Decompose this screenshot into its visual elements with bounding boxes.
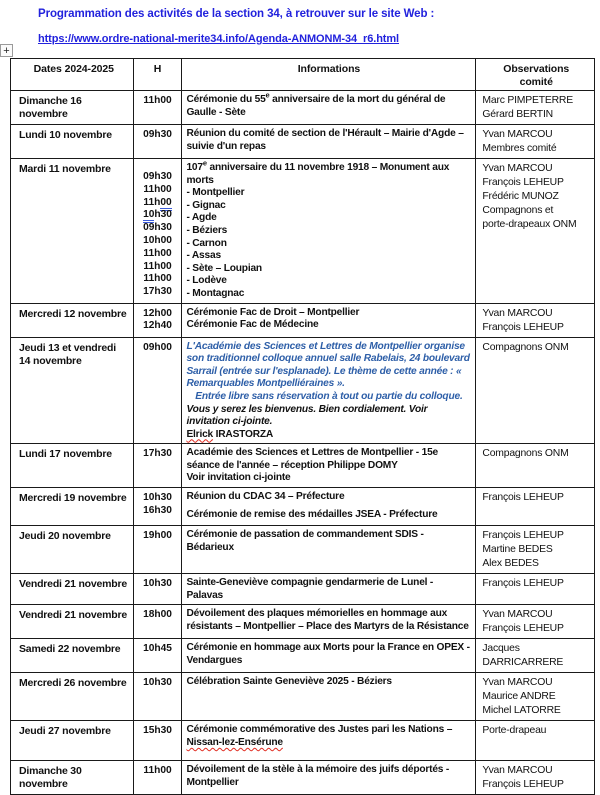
info-cell [182, 574, 476, 604]
info-line: - Lodève [186, 275, 227, 287]
obs-cell [476, 673, 594, 720]
table-header-row [11, 59, 594, 91]
time-value: 11h00 [143, 260, 172, 272]
date-cell: Samedi 22 novembre [11, 639, 134, 672]
info-cell [182, 639, 476, 672]
obs-cell [476, 444, 594, 487]
info-line: Cérémonie en hommage aux Morts pour la France en OPEX - Vendargues [186, 642, 470, 666]
table-row [11, 605, 594, 639]
time-value: 10h30 [138, 209, 178, 222]
info-line: Vous y serez les bienvenus. Bien cordialement. Voir invitation ci-jointe. [186, 403, 428, 428]
agenda-link[interactable]: https://www.ordre-national-merite34.info/Agenda-ANMONM-34_r6.html [38, 33, 400, 45]
info-line: Entrée libre sans réservation à tout ou partie du colloque. [195, 390, 463, 402]
obs-name: François LEHEUP [482, 623, 564, 635]
info-line: Cérémonie commémorative des Justes pari les Nations – Nissan-lez-Ensérune [186, 724, 453, 748]
info-line: Dévoilement de la stèle à la mémoire des juifs déportés - Montpellier [186, 764, 450, 788]
info-line: - Assas [186, 250, 221, 262]
header-observations-line2: comité [519, 75, 553, 88]
time-value: 09h00 [143, 341, 172, 353]
info-cell [182, 673, 476, 720]
info-cell [182, 761, 476, 794]
obs-name: Maurice ANDRE [482, 691, 556, 703]
date-cell: Mercredi 12 novembre [11, 304, 134, 337]
obs-name: Membres comité [482, 143, 557, 154]
time-value: 16h30 [143, 504, 172, 516]
obs-cell [476, 338, 594, 444]
obs-cell [476, 605, 594, 638]
info-cell [182, 304, 476, 337]
obs-name: Marc PIMPETERRE [482, 95, 573, 106]
header-informations: Informations [182, 59, 476, 90]
date-cell: Mercredi 26 novembre [11, 673, 134, 720]
obs-name: Yvan MARCOU [482, 307, 553, 319]
time-value: 10h30 [143, 492, 172, 504]
info-line: - Montpellier [186, 187, 245, 199]
obs-cell [476, 91, 594, 124]
info-line: - Sète – Loupian [186, 262, 262, 274]
date-cell: Jeudi 13 et vendredi 14 novembre [11, 338, 134, 444]
obs-name: Alex BEDES [482, 558, 539, 570]
activities-table [10, 58, 595, 795]
time-cell [134, 639, 183, 672]
time-cell [134, 721, 183, 760]
obs-cell [476, 125, 594, 158]
obs-name: Frédéric MUNOZ [482, 191, 559, 202]
time-value: 15h30 [143, 725, 172, 737]
obs-cell [476, 304, 594, 337]
obs-name: Compagnons ONM [482, 341, 569, 353]
table-move-handle[interactable] [0, 44, 13, 57]
date-cell: Dimanche 30 novembre [11, 761, 134, 794]
time-cell [134, 761, 183, 794]
time-value: 10h30 [143, 677, 172, 689]
date-cell: Dimanche 16 novembre [11, 91, 134, 124]
time-cell [134, 444, 183, 487]
header-observations-line1: Observations [503, 63, 570, 75]
time-value: 19h00 [143, 530, 172, 542]
time-value: 11h00 [138, 197, 178, 210]
info-line: - Béziers [186, 224, 228, 236]
info-line: Réunion du comité de section de l'Hérault – Mairie d'Agde – suivie d'un repas [186, 128, 464, 152]
plus-icon: + [3, 44, 10, 57]
info-line: Elrick IRASTORZA [186, 428, 274, 440]
info-line: Cérémonie Fac de Médecine [186, 319, 319, 331]
time-value: 10h45 [143, 643, 172, 655]
date-cell: Jeudi 20 novembre [11, 526, 134, 573]
table-row [11, 159, 594, 304]
obs-name: François LEHEUP [482, 321, 564, 333]
info-cell [182, 91, 476, 124]
obs-name: DARRICARRERE [482, 657, 564, 669]
obs-cell [476, 526, 594, 573]
time-value: 11h00 [143, 765, 172, 777]
info-line: Dévoilement des plaques mémorielles en hommage aux résistants – Montpellier – Place des Martyrs de la Résistance [186, 608, 469, 632]
obs-name: François LEHEUP [482, 177, 564, 188]
obs-name: Gérard BERTIN [482, 109, 553, 120]
table-row [11, 639, 594, 673]
info-line: L'Académie des Sciences et Lettres de Montpellier organise son traditionnel colloque annuel salle Rabelais, 24 boulevard Sarrail (entrée sur l'esplanade). Le thème de cette année : « Remarquables Montpelliéraines ». [186, 340, 470, 390]
table-row [11, 721, 594, 761]
info-cell [182, 526, 476, 573]
obs-name: Martine BEDES [482, 544, 553, 556]
info-line: Académie des Sciences et Lettres de Montpellier - 15e séance de l'année – réception Philippe DOMY [186, 447, 439, 471]
time-value: 17h30 [143, 448, 172, 460]
info-line: Voir invitation ci-jointe [186, 472, 291, 484]
info-cell [182, 159, 476, 303]
date-cell: Mardi 11 novembre [11, 159, 134, 303]
date-cell: Mercredi 19 novembre [11, 488, 134, 525]
time-value: 11h00 [143, 273, 172, 285]
obs-name: François LEHEUP [482, 578, 564, 590]
obs-name: Compagnons ONM [482, 448, 569, 460]
info-line: Cérémonie Fac de Droit – Montpellier [186, 306, 360, 318]
table-body [11, 91, 594, 794]
date-cell: Jeudi 27 novembre [11, 721, 134, 760]
obs-name: porte-drapeaux ONM [482, 219, 577, 230]
obs-name: Yvan MARCOU [482, 129, 553, 140]
obs-name: Michel LATORRE [482, 705, 561, 717]
date-cell: Lundi 10 novembre [11, 125, 134, 158]
info-line: Sainte-Geneviève compagnie gendarmerie de Lunel - Palavas [186, 577, 434, 601]
table-row [11, 488, 594, 526]
info-cell [182, 721, 476, 760]
time-cell [134, 304, 183, 337]
info-cell [182, 125, 476, 158]
obs-cell [476, 488, 594, 525]
obs-name: Yvan MARCOU [482, 765, 553, 777]
info-line: Cérémonie du 55e anniversaire de la mort du général de Gaulle - Sète [186, 90, 446, 118]
time-value: 18h00 [143, 609, 172, 621]
time-value: 09h30 [143, 171, 172, 182]
obs-name: François LEHEUP [482, 492, 564, 504]
header-h: H [134, 59, 183, 90]
time-value: 09h30 [143, 129, 172, 140]
table-row [11, 673, 594, 721]
obs-name: Yvan MARCOU [482, 609, 553, 621]
obs-name: François LEHEUP [482, 779, 564, 791]
info-line: - Gignac [186, 199, 226, 211]
time-cell [134, 673, 183, 720]
obs-name: Yvan MARCOU [482, 677, 553, 689]
info-line: - Agde [186, 212, 217, 224]
info-cell [182, 605, 476, 638]
info-line: Cérémonie de passation de commandement SDIS - Bédarieux [186, 529, 424, 553]
info-line: Cérémonie de remise des médailles JSEA - Préfecture [186, 508, 438, 520]
time-value: 11h00 [143, 183, 172, 195]
info-cell [182, 444, 476, 487]
time-cell [134, 605, 183, 638]
time-cell [134, 125, 183, 158]
time-cell [134, 526, 183, 573]
time-cell [134, 488, 183, 525]
table-row [11, 125, 594, 159]
obs-name: Compagnons et [482, 205, 554, 216]
date-cell: Lundi 17 novembre [11, 444, 134, 487]
time-value: 11h00 [143, 247, 172, 259]
time-value: 11h00 [143, 95, 172, 106]
time-value: 10h00 [143, 234, 172, 246]
time-value: 12h00 [143, 307, 172, 319]
header-dates: Dates 2024-2025 [11, 59, 134, 90]
obs-cell [476, 639, 594, 672]
info-line: - Montagnac [186, 287, 245, 299]
info-line: Célébration Sainte Geneviève 2025 - Béziers [186, 676, 392, 688]
time-cell [134, 91, 183, 124]
table-row [11, 526, 594, 574]
info-cell [182, 488, 476, 525]
header-observations [476, 59, 594, 90]
time-value: 10h30 [143, 578, 172, 590]
table-row [11, 761, 594, 794]
info-line: Réunion du CDAC 34 – Préfecture [186, 491, 345, 503]
obs-cell [476, 574, 594, 604]
date-cell: Vendredi 21 novembre [11, 605, 134, 638]
table-row [11, 91, 594, 125]
info-cell [182, 338, 476, 444]
table-row [11, 444, 594, 488]
page-title: Programmation des activités de la section 34, à retrouver sur le site Web : [38, 8, 435, 20]
obs-cell [476, 721, 594, 760]
time-cell [134, 574, 183, 604]
time-value: 12h40 [143, 320, 172, 332]
obs-cell [476, 159, 594, 303]
date-cell: Vendredi 21 novembre [11, 574, 134, 604]
obs-name: François LEHEUP [482, 530, 564, 542]
time-value: 09h30 [143, 222, 172, 234]
obs-name: Porte-drapeau [482, 725, 547, 737]
table-row [11, 574, 594, 605]
table-row [11, 304, 594, 338]
obs-cell [476, 761, 594, 794]
obs-name: Yvan MARCOU [482, 163, 553, 174]
table-row [11, 338, 594, 445]
info-line: 107e anniversaire du 11 novembre 1918 – Monument aux morts [186, 158, 450, 186]
obs-name: Jacques [482, 643, 520, 655]
time-cell [134, 338, 183, 444]
time-cell [134, 159, 183, 303]
time-value: 17h30 [143, 286, 172, 298]
info-line: - Carnon [186, 237, 227, 249]
